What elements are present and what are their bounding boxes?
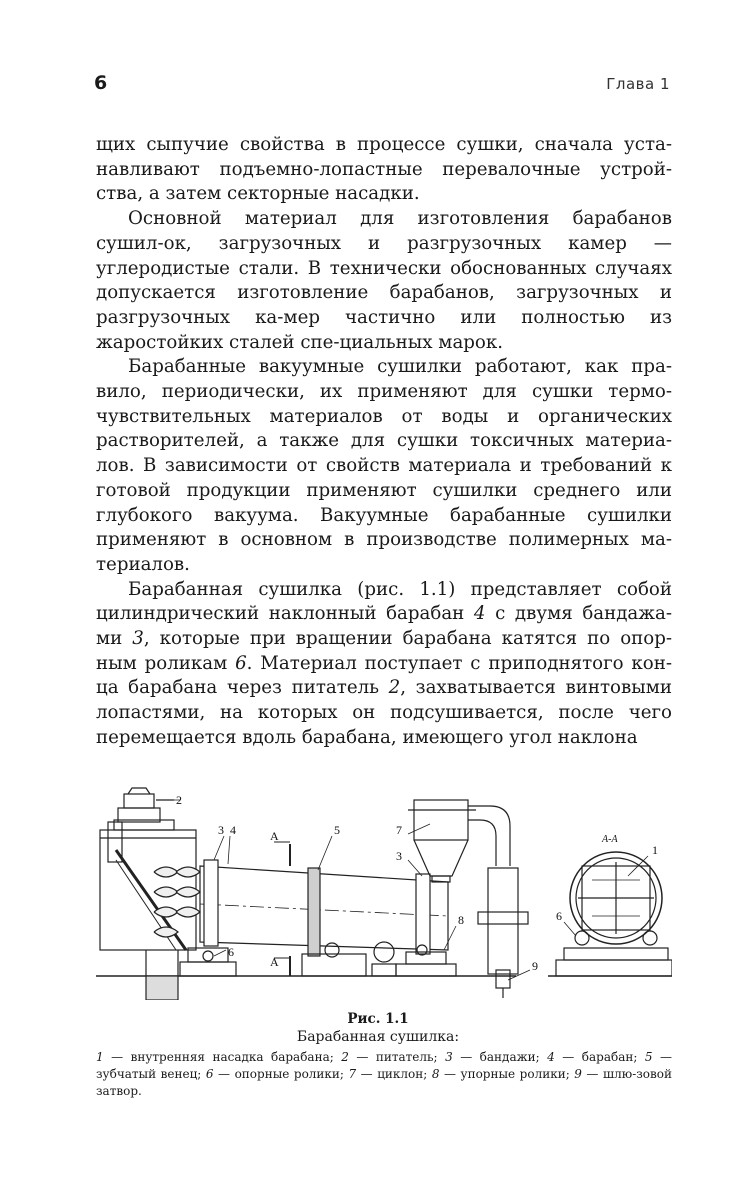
legend-text-3: — бандажи; <box>452 1050 548 1064</box>
legend-num-3: 3 <box>445 1050 453 1064</box>
paragraph-1: щих сыпучие свойства в процессе сушки, сначала уста-навливают подъемно-лопастные перевалочные устрой-ства, а затем секторные насадки. <box>96 134 672 205</box>
label-8: 8 <box>458 913 464 927</box>
legend-text-4: — барабан; <box>554 1050 645 1064</box>
label-2: 2 <box>176 793 182 807</box>
figure-legend <box>96 1049 672 1100</box>
figure-caption-title: Рис. 1.1 <box>347 1011 409 1027</box>
label-4: 4 <box>230 823 236 837</box>
legend-num-5: 5 <box>644 1050 653 1064</box>
p4-text-3: , которые при вращении барабана катятся по опор-ным роликам <box>96 628 672 674</box>
p4-text-4: . Материал поступает с приподнятого кон-ца барабана через питатель <box>96 652 673 699</box>
label-6a: 6 <box>228 945 234 959</box>
legend-text-7: — циклон; <box>356 1067 432 1081</box>
drum <box>200 860 448 956</box>
legend-num-1: 1 <box>96 1050 104 1064</box>
ref-3: 3 <box>132 628 144 650</box>
legend-text-1: — внутренняя насадка барабана; <box>103 1050 342 1064</box>
label-3a: 3 <box>218 823 224 837</box>
cyclone <box>408 800 510 882</box>
legend-num-4: 4 <box>547 1050 555 1064</box>
ref-4: 4 <box>473 603 486 625</box>
legend-text-6: — опорные ролики; <box>213 1067 349 1081</box>
label-3b: 3 <box>396 849 402 863</box>
legend-num-7: 7 <box>348 1067 357 1081</box>
paragraph-2: Основной материал для изготовления барабанов сушил-ок, загрузочных и разгрузочных камер — углеродистые стали. В технически обоснованных случаях допускается изготовление барабанов, загрузочных и разгрузочных ка-мер частично или полностью из жаростойких сталей спе-циальных марок. <box>96 208 672 353</box>
legend-text-8: — упорные ролики; <box>439 1067 575 1081</box>
label-6b: 6 <box>556 909 562 923</box>
ref-2: 2 <box>388 677 401 699</box>
label-5: 5 <box>334 823 340 837</box>
legend-text-2: — питатель; <box>348 1050 446 1064</box>
p4-text-2: с двумя бандажа-ми <box>96 603 672 650</box>
legend-num-2: 2 <box>341 1050 349 1064</box>
page-number: 6 <box>94 72 108 94</box>
label-AA: А-А <box>602 834 618 845</box>
paragraph-3: Барабанные вакуумные сушилки работают, как пра-вило, периодически, их применяют для сушки термо-чувствительных материалов от воды и органических растворителей, а также для сушки токсичных материа-лов. В зависимости от свойств материала и требований к готовой продукции применяют сушилки среднего или глубокого вакуума. Вакуумные барабанные сушилки применяют в основном в производстве полимерных ма-териалов. <box>96 356 672 575</box>
cross-section <box>556 852 672 976</box>
body-text <box>96 133 672 751</box>
legend-text-5: — зубчатый венец; <box>96 1050 672 1081</box>
figure-caption-subtitle: Барабанная сушилка: <box>296 1029 460 1045</box>
label-A-bottom: А <box>270 955 279 969</box>
legend-text-9: — шлю-зовой затвор. <box>96 1067 672 1098</box>
legend-num-8: 8 <box>431 1067 440 1081</box>
label-A-top: А <box>270 829 279 843</box>
drum-dryer-figure <box>96 780 672 1000</box>
p4-text-5: , захватывается винтовыми лопастями, на которых он подсушивается, после чего перемещается вдоль барабана, имеющего угол наклона <box>96 677 672 748</box>
ref-6: 6 <box>235 652 247 674</box>
chapter-header: Глава 1 <box>606 75 670 93</box>
legend-num-9: 9 <box>574 1067 582 1081</box>
label-7: 7 <box>396 823 402 837</box>
label-1: 1 <box>652 843 658 857</box>
legend-num-6: 6 <box>205 1067 214 1081</box>
stack <box>478 868 528 998</box>
label-9: 9 <box>532 959 538 973</box>
p4-text-1: Барабанная сушилка (рис. 1.1) представляет собой цилиндрический наклонный барабан <box>96 578 672 625</box>
paragraph-4 <box>96 578 672 751</box>
